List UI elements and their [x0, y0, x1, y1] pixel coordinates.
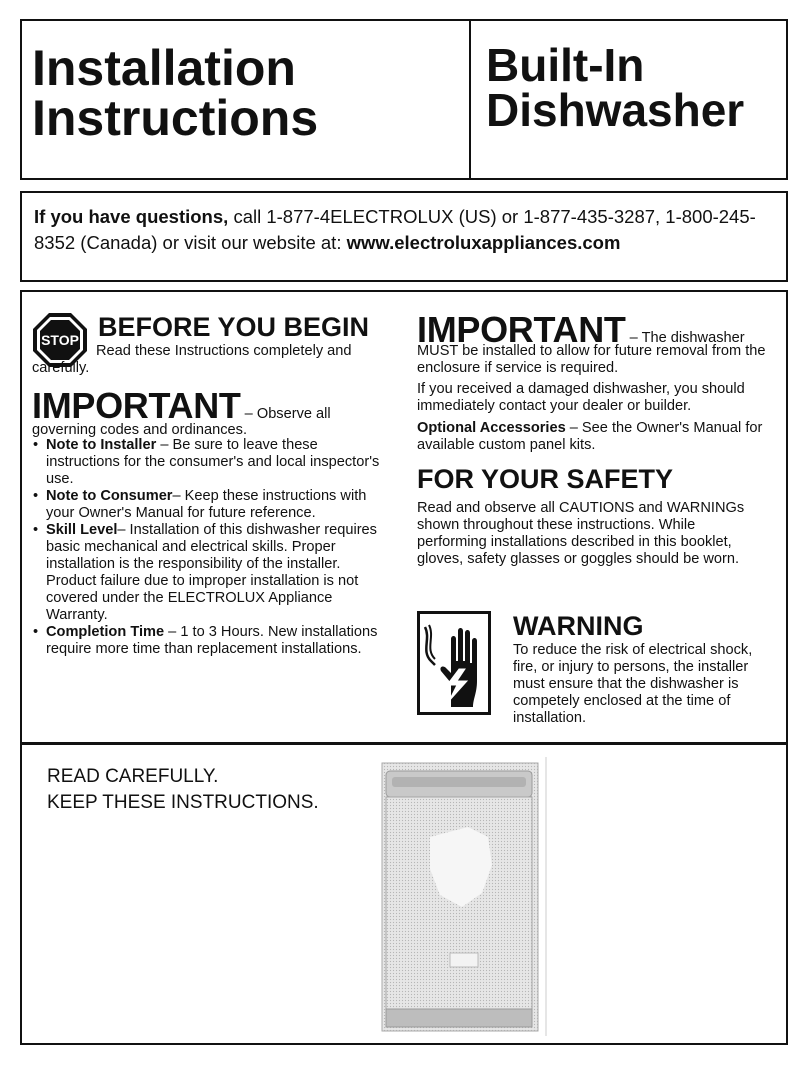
important-right-continuation: MUST be installed to allow for future removal from the enclosure if service is required.	[417, 343, 766, 376]
important-dash: –	[240, 406, 257, 422]
bullet-text: – Installation of this dishwasher requires basic mechanical and electrical skills. Proper installation is the responsibility of the installer. Product failure due to improper installation is not covered under the ELECTROLUX Appliance Warranty.	[46, 522, 377, 623]
footer-line-2: KEEP THESE INSTRUCTIONS.	[47, 792, 319, 813]
list-item: • Note to Consumer– Keep these instructions with your Owner's Manual for future reference.	[33, 488, 367, 521]
title-line-1: Installation	[32, 40, 296, 96]
footer-line-1: READ CAREFULLY.	[47, 766, 219, 787]
contact-lead: If you have questions,	[34, 206, 229, 227]
header-divider	[469, 21, 471, 178]
important-lead: Observe all	[256, 406, 331, 422]
header-box	[20, 19, 788, 180]
important-left-continuation: governing codes and ordinances.	[32, 422, 248, 438]
bullet-title: Note to Installer	[46, 437, 157, 453]
warning-text: To reduce the risk of electrical shock, fire, or injury to persons, the installer must ensure that the dishwasher is competely enclosed at the time of installation.	[513, 642, 753, 726]
important-dash: –	[625, 330, 642, 346]
for-your-safety-heading: FOR YOUR SAFETY	[417, 464, 674, 494]
before-intro-text: Read these Instructions completely and carefully.	[32, 343, 352, 376]
safety-text: Read and observe all CAUTIONS and WARNINGs shown throughout these instructions. While performing installations described in this booklet, gloves, safety glasses or goggles should be worn.	[417, 500, 745, 567]
bullet-text: – Be sure to leave these instructions for the consumer's and local inspector's use.	[46, 437, 380, 487]
optional-accessories-body: – See the Owner's Manual for available custom panel kits.	[417, 420, 763, 453]
contact-box	[20, 191, 788, 282]
product-line-1: Built-In	[486, 39, 645, 91]
dishwasher-illustration	[380, 753, 548, 1036]
optional-accessories-text	[417, 420, 769, 454]
keep-instructions-note	[47, 764, 319, 816]
bullet-text: – 1 to 3 Hours. New installations require more time than replacement installations.	[46, 624, 378, 657]
website-link[interactable]: www.electroluxappliances.com	[346, 232, 621, 253]
important-label: IMPORTANT	[32, 385, 241, 426]
title-line-2: Instructions	[32, 90, 319, 146]
important-label: IMPORTANT	[417, 309, 626, 350]
footer-box	[20, 743, 788, 1045]
document-title	[32, 40, 319, 146]
damaged-dishwasher-text: If you received a damaged dishwasher, you should immediately contact your dealer or builder.	[417, 381, 745, 414]
important-heading-left	[32, 385, 331, 426]
bullet-title: Completion Time	[46, 624, 165, 640]
before-you-begin-heading: BEFORE YOU BEGIN	[98, 312, 370, 342]
stop-sign-label: STOP	[41, 332, 79, 348]
list-item: • Note to Installer – Be sure to leave these instructions for the consumer's and local inspector's use.	[33, 437, 380, 487]
important-lead: The dishwasher	[641, 330, 745, 346]
bullet-title: Note to Consumer	[46, 488, 173, 504]
list-item: • Completion Time – 1 to 3 Hours. New installations require more time than replacement installations.	[33, 624, 378, 657]
product-line-2: Dishwasher	[486, 84, 745, 136]
contact-text: call 1-877-4ELECTROLUX (US) or 1-877-435-3287, 1-800-245-8352 (Canada) or visit our website at:	[34, 206, 756, 253]
main-instructions-box	[20, 290, 788, 744]
bullet-title: Skill Level	[46, 522, 118, 538]
contact-paragraph	[34, 204, 776, 256]
electrical-shock-warning-icon	[417, 611, 491, 715]
warning-heading: WARNING	[513, 611, 644, 641]
installer-notes-list	[32, 437, 388, 658]
optional-accessories-title: Optional Accessories	[417, 420, 566, 436]
bullet-text: – Keep these instructions with your Owner's Manual for future reference.	[46, 488, 367, 521]
list-item: • Skill Level– Installation of this dishwasher requires basic mechanical and electrical skills. Proper installation is the responsibility of the installer. Product failure due to improper installation is not covered under the ELECTROLUX Appliance Warranty.	[33, 522, 377, 623]
product-title	[486, 39, 745, 136]
